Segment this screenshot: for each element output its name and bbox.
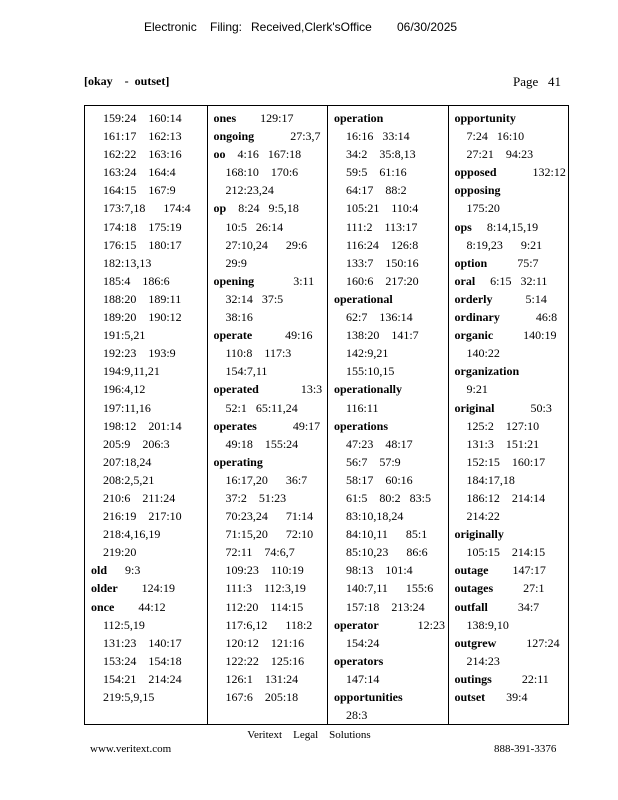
index-word: originally [454,527,504,542]
index-entry [449,308,569,326]
index-continuation: 208:2,5,21 [103,472,155,487]
index-entry [449,326,569,344]
index-continuation: 154:7,11 [225,364,268,379]
index-column-3 [327,106,448,724]
index-continuation: 64:17 88:2 [346,183,407,198]
index-word: original [454,400,495,415]
index-continuation: 117:6,12 118:2 [225,617,313,632]
index-entry [328,109,448,127]
index-column-1 [85,106,207,724]
index-references: 132:12 [496,165,566,180]
index-continuation: 105:21 110:4 [346,201,419,216]
index-continuation: 192:23 193:9 [103,346,176,361]
index-continuation: 112:5,19 [103,617,145,632]
index-continuation: 140:22 [466,346,500,361]
index-references: 129:17 [236,111,294,125]
index-continuation: 47:23 48:17 [346,436,413,451]
index-word: ops [454,219,472,234]
index-continuation: 174:18 175:19 [103,219,182,234]
index-entry [328,688,448,706]
index-word: opposing [454,183,501,198]
index-continuation: 61:5 80:2 83:5 [346,490,432,505]
index-continuation: 16:17,20 36:7 [225,472,308,487]
index-continuation: 7:24 16:10 [466,129,525,144]
index-continuation: 173:7,18 174:4 [103,201,191,216]
index-continuation: 72:11 74:6,7 [225,545,295,560]
index-continuation: 84:10,11 85:1 [346,527,428,542]
index-references: 4:16 167:18 [225,147,302,162]
index-word: operate [213,328,253,343]
index-continuation: 157:18 213:24 [346,599,425,614]
index-continuation: 210:6 211:24 [103,490,176,505]
index-continuation: 52:1 65:11,24 [225,400,298,415]
index-entry [328,417,448,435]
index-references: 9:3 [107,563,141,578]
index-references: 27:1 [493,581,545,596]
index-entry [208,453,328,471]
index-continuation: 58:17 60:16 [346,472,413,487]
index-range-label: [okay - outset] [84,74,170,88]
index-entry [208,109,328,127]
index-word: organization [454,364,520,379]
index-references: 12:23 [378,617,445,632]
index-continuation: 219:20 [103,545,137,560]
index-continuation: 109:23 110:19 [225,563,304,578]
index-continuation: 185:4 186:6 [103,273,170,288]
index-references: 27:3,7 [254,129,321,144]
index-continuation: 147:14 [346,671,380,686]
index-continuation: 176:15 180:17 [103,237,182,252]
index-word: opening [213,273,255,288]
index-references: 3:11 [254,273,315,288]
index-continuation: 27:10,24 29:6 [225,237,308,252]
index-continuation: 10:5 26:14 [225,219,284,234]
index-entry [449,561,569,579]
index-continuation: 16:16 33:14 [346,129,410,144]
index-entry [328,290,448,308]
index-continuation: 218:4,16,19 [103,527,161,542]
index-continuation: 32:14 37:5 [225,291,284,306]
index-continuation: 163:24 164:4 [103,165,176,180]
index-continuation: 38:16 [225,310,253,325]
index-continuation: 133:7 150:16 [346,255,419,270]
index-references: 44:12 [114,599,166,614]
index-word: old [91,563,108,578]
index-continuation: 112:20 114:15 [225,599,304,614]
index-continuation: 105:15 214:15 [466,545,546,560]
index-continuation: 62:7 136:14 [346,310,413,325]
index-word: ones [213,111,237,125]
index-word: older [91,581,118,596]
index-word: operated [213,382,259,397]
index-word: operator [334,617,379,632]
index-column-4 [448,106,569,724]
index-continuation: 184:17,18 [466,472,515,487]
index-continuation: 155:10,15 [346,364,395,379]
index-continuation: 27:21 94:23 [466,147,534,162]
index-continuation: 159:24 160:14 [103,111,182,125]
index-continuation: 153:24 154:18 [103,653,182,668]
index-continuation: 162:22 163:16 [103,147,182,162]
index-word: operationally [334,382,402,397]
index-entry [328,380,448,398]
index-references: 5:14 [492,291,547,306]
index-continuation: 154:21 214:24 [103,671,182,686]
index-word: opportunity [454,111,516,125]
index-continuation: 49:18 155:24 [225,436,299,451]
index-continuation: 9:21 [466,382,488,397]
index-entry [85,579,207,597]
index-references: 124:19 [117,581,176,596]
header-filing: Filing: [210,20,243,34]
index-word: opposed [454,165,497,180]
index-continuation: 191:5,21 [103,328,146,343]
index-continuation: 85:10,23 86:6 [346,545,428,560]
index-references: 127:24 [496,635,560,650]
index-word: operational [334,291,393,306]
index-continuation: 116:11 [346,400,379,415]
index-continuation: 70:23,24 71:14 [225,509,314,524]
index-word: organic [454,328,494,343]
index-continuation: 188:20 189:11 [103,291,182,306]
index-continuation: 116:24 126:8 [346,237,419,252]
index-continuation: 98:13 101:4 [346,563,413,578]
index-references: 49:17 [256,418,321,433]
index-continuation: 182:13,13 [103,255,152,270]
index-continuation: 83:10,18,24 [346,509,404,524]
index-entry [449,272,569,290]
index-word: operations [334,418,388,433]
index-continuation: 120:12 121:16 [225,635,305,650]
index-references: 22:11 [491,671,549,686]
index-entry [208,380,328,398]
index-references: 6:15 32:11 [475,273,548,288]
index-continuation: 161:17 162:13 [103,129,182,144]
index-entry [449,290,569,308]
index-word: opportunities [334,690,403,704]
index-entry [449,163,569,181]
index-references: 13:3 [258,382,323,397]
index-word: outage [454,563,489,578]
index-continuation: 168:10 170:6 [225,165,299,180]
index-continuation: 56:7 57:9 [346,454,401,469]
index-word: orderly [454,291,493,306]
footer-phone: 888-391-3376 [494,743,557,755]
index-references: 8:24 9:5,18 [226,201,299,216]
index-references: 8:14,15,19 [471,219,539,234]
index-continuation: 71:15,20 72:10 [225,527,314,542]
index-column-2 [207,106,328,724]
index-word: operation [334,111,384,125]
index-entry [208,199,328,217]
index-continuation: 28:3 [346,708,368,723]
index-continuation: 175:20 [466,201,500,216]
index-continuation: 140:7,11 155:6 [346,581,434,596]
index-entry [208,417,328,435]
index-references: 39:4 [485,690,528,704]
index-entry [449,399,569,417]
index-continuation: 110:8 117:3 [225,346,292,361]
index-word: oo [213,147,226,162]
index-continuation: 167:6 205:18 [225,690,299,704]
index-continuation: 126:1 131:24 [225,671,299,686]
index-continuation: 142:9,21 [346,346,389,361]
page-number: Page 41 [513,74,562,89]
index-word: outages [454,581,494,596]
index-references: 49:16 [252,328,313,343]
word-index-table [84,105,569,725]
index-continuation: 207:18,24 [103,454,152,469]
index-continuation: 131:3 151:21 [466,436,540,451]
index-word: ongoing [213,129,255,144]
index-word: ordinary [454,310,500,325]
index-entry [449,181,569,199]
index-continuation: 197:11,16 [103,400,151,415]
index-continuation: 37:2 51:23 [225,490,287,505]
index-continuation: 189:20 190:12 [103,310,182,325]
index-continuation: 125:2 127:10 [466,418,540,433]
index-word: op [213,201,227,216]
index-entry [449,598,569,616]
index-entry [449,688,569,706]
index-entry [449,634,569,652]
index-word: operators [334,653,384,668]
index-continuation: 205:9 206:3 [103,436,170,451]
index-references: 75:7 [487,255,539,270]
index-entry [449,670,569,688]
footer-company: Veritext Legal Solutions [247,729,371,741]
index-entry [328,652,448,670]
index-continuation: 8:19,23 9:21 [466,237,543,252]
index-continuation: 29:9 [225,255,247,270]
index-continuation: 111:2 113:17 [346,219,418,234]
index-entry [208,145,328,163]
index-continuation: 160:6 217:20 [346,273,419,288]
index-continuation: 214:22 [466,509,500,524]
index-word: outset [454,690,486,704]
index-entry [328,616,448,634]
index-continuation: 138:9,10 [466,617,509,632]
index-continuation: 194:9,11,21 [103,364,160,379]
index-word: outings [454,671,492,686]
index-word: outfall [454,599,488,614]
header-received: Received,Clerk'sOffice [251,20,372,34]
index-entry [208,326,328,344]
index-continuation: 122:22 125:16 [225,653,305,668]
header-electronic: Electronic [144,20,197,34]
index-entry [449,579,569,597]
index-references: 46:8 [499,310,558,325]
index-references: 140:19 [493,328,557,343]
index-entry [208,272,328,290]
index-continuation: 219:5,9,15 [103,690,155,704]
index-continuation: 198:12 201:14 [103,418,182,433]
index-continuation: 214:23 [466,653,500,668]
index-continuation: 111:3 112:3,19 [225,581,306,596]
index-word: outgrew [454,635,497,650]
index-continuation: 216:19 217:10 [103,509,182,524]
index-continuation: 59:5 61:16 [346,165,407,180]
footer-website: www.veritext.com [90,743,172,755]
index-entry [85,561,207,579]
index-continuation: 34:2 35:8,13 [346,147,416,162]
index-word: operates [213,418,257,433]
index-references: 34:7 [487,599,540,614]
index-word: operating [213,454,263,469]
index-references: 147:17 [488,563,546,578]
index-entry [85,598,207,616]
index-entry [449,362,569,380]
index-entry [449,525,569,543]
index-word: oral [454,273,476,288]
index-entry [449,218,569,236]
index-continuation: 152:15 160:17 [466,454,546,469]
index-continuation: 131:23 140:17 [103,635,182,650]
header-date: 06/30/2025 [397,20,458,34]
index-entry [449,109,569,127]
index-entry [449,254,569,272]
index-word: once [91,599,115,614]
index-continuation: 186:12 214:14 [466,490,546,505]
index-continuation: 138:20 141:7 [346,328,419,343]
index-continuation: 212:23,24 [225,183,274,198]
index-continuation: 154:24 [346,635,380,650]
index-references: 50:3 [494,400,552,415]
index-continuation: 196:4,12 [103,382,146,397]
index-word: option [454,255,488,270]
index-continuation: 164:15 167:9 [103,183,176,198]
index-entry [208,127,328,145]
